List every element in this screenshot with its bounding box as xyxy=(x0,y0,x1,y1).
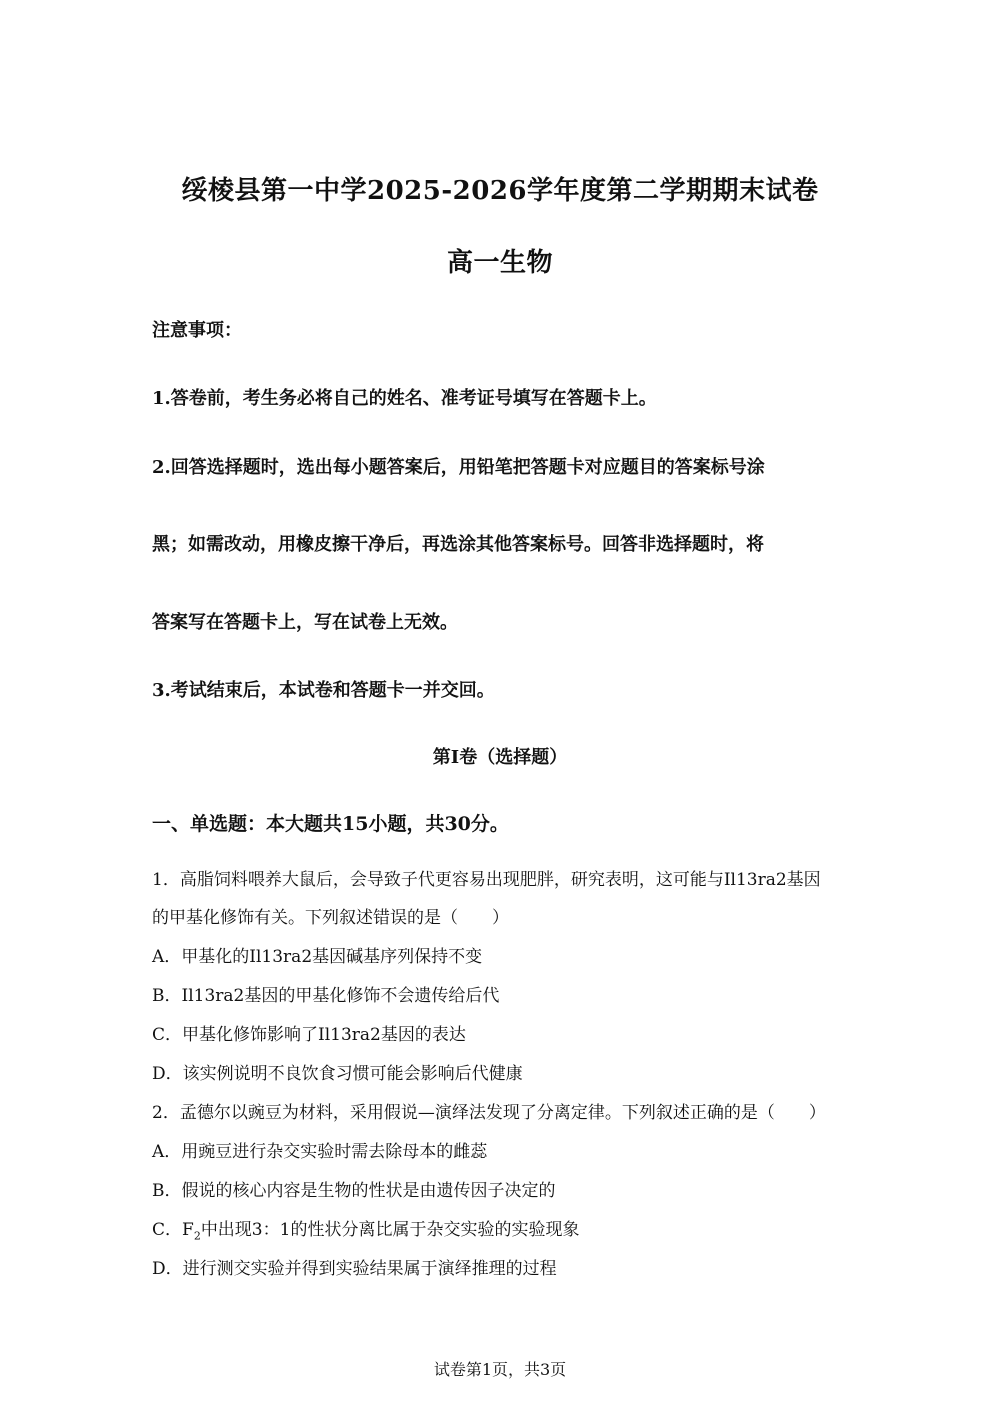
question-2-option-c xyxy=(152,1215,580,1243)
part-1-heading: 第I卷（选择题） xyxy=(432,747,568,768)
question-1-stem-line-2: 的甲基化修饰有关。下列叙述错误的是（ ） xyxy=(152,908,509,928)
notice-item-3: 3.考试结束后，本试卷和答题卡一并交回。 xyxy=(152,680,495,701)
question-1-option-c: C．甲基化修饰影响了Il13ra2基因的表达 xyxy=(152,1025,466,1045)
question-2-option-c-subscript: 2 xyxy=(193,1229,201,1243)
notice-item-2-line-3: 答案写在答题卡上，写在试卷上无效。 xyxy=(152,612,458,633)
question-2-option-a: A．用豌豆进行杂交实验时需去除母本的雌蕊 xyxy=(152,1142,488,1162)
question-2-option-c-suffix: 中出现3：1的性状分离比属于杂交实验的实验现象 xyxy=(200,1220,580,1240)
exam-subject: 高一生物 xyxy=(446,248,553,278)
section-heading: 一、单选题：本大题共15小题，共30分。 xyxy=(152,813,509,835)
question-2-stem: 2．孟德尔以豌豆为材料，采用假说—演绎法发现了分离定律。下列叙述正确的是（ ） xyxy=(152,1103,826,1123)
question-2-option-d: D．进行测交实验并得到实验结果属于演绎推理的过程 xyxy=(152,1259,557,1279)
question-1-option-d: D．该实例说明不良饮食习惯可能会影响后代健康 xyxy=(152,1064,523,1084)
notice-item-1: 1.答卷前，考生务必将自己的姓名、准考证号填写在答题卡上。 xyxy=(152,388,657,409)
question-1-stem-line-1: 1．高脂饲料喂养大鼠后，会导致子代更容易出现肥胖，研究表明，这可能与Il13ra2基因 xyxy=(152,870,821,890)
page-footer: 试卷第1页，共3页 xyxy=(433,1360,567,1379)
exam-title: 绥棱县第一中学2025-2026学年度第二学期期末试卷 xyxy=(181,176,819,206)
question-2-option-b: B．假说的核心内容是生物的性状是由遗传因子决定的 xyxy=(152,1181,556,1201)
question-2-option-c-prefix: C．F xyxy=(152,1220,194,1240)
question-1-option-a: A．甲基化的Il13ra2基因碱基序列保持不变 xyxy=(152,947,483,967)
notice-heading: 注意事项： xyxy=(152,320,242,341)
notice-item-2-line-2: 黑；如需改动，用橡皮擦干净后，再选涂其他答案标号。回答非选择题时，将 xyxy=(152,534,764,555)
notice-item-2-line-1: 2.回答选择题时，选出每小题答案后，用铅笔把答题卡对应题目的答案标号涂 xyxy=(152,457,765,478)
question-1-option-b: B．Il13ra2基因的甲基化修饰不会遗传给后代 xyxy=(152,986,500,1006)
